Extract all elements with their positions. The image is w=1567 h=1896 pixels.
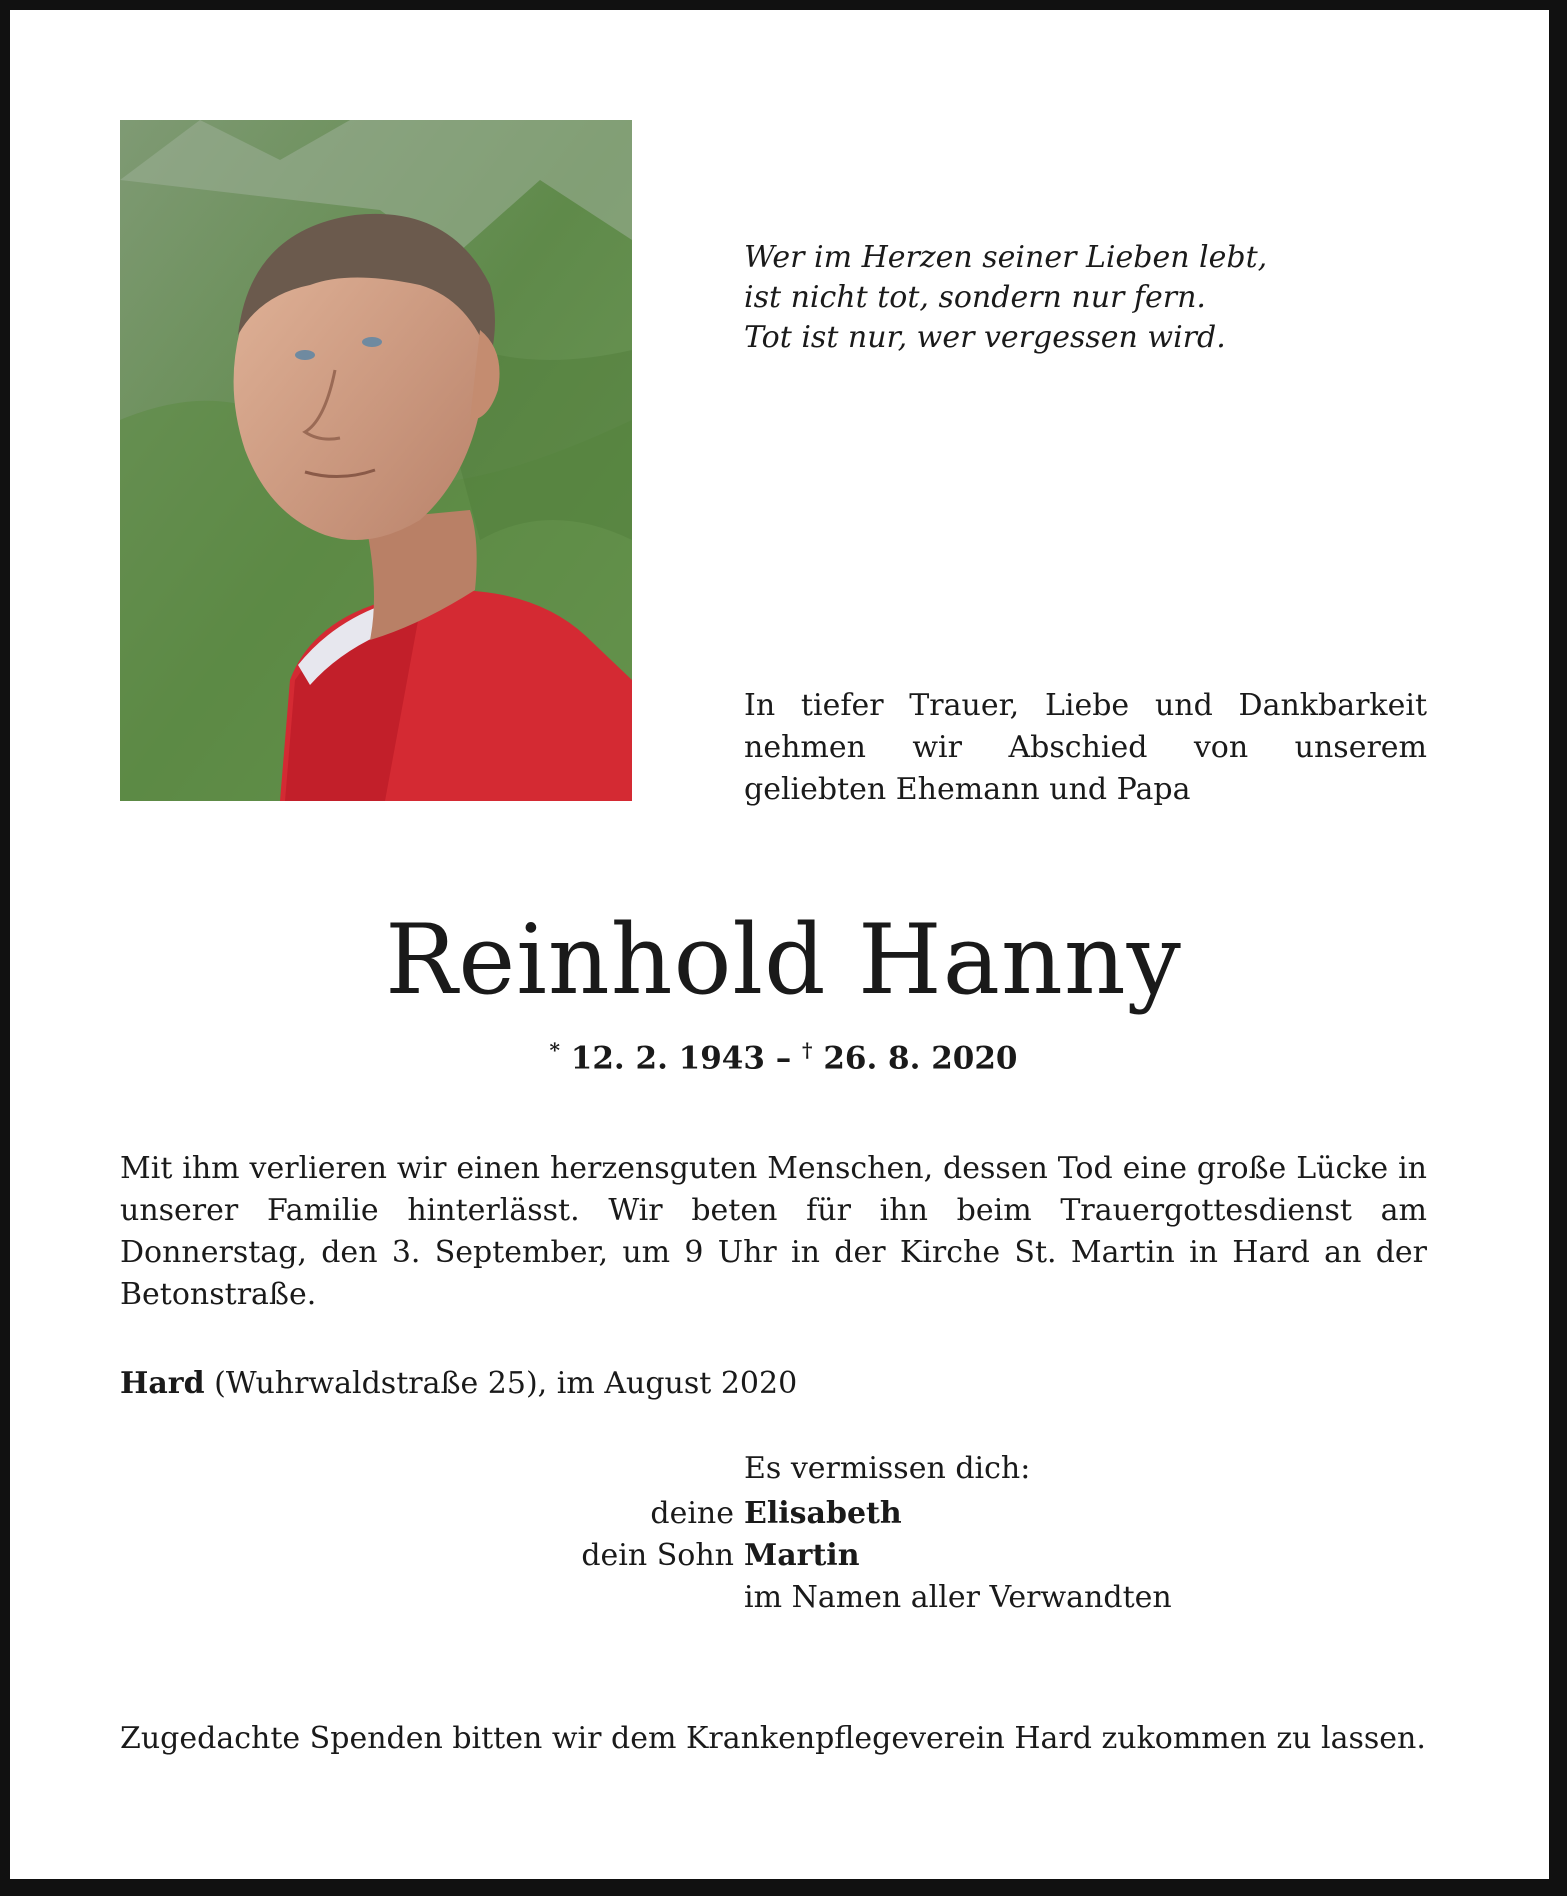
mourners-list: [300, 1493, 1500, 1619]
mourners-heading: Es vermissen dich:: [744, 1451, 1031, 1486]
life-dates: [0, 1038, 1567, 1076]
mourner-name: im Namen aller Verwandten: [744, 1580, 1172, 1615]
mourner-row: [300, 1493, 1500, 1535]
quote-line: Wer im Herzen seiner Lieben lebt,: [744, 240, 1268, 275]
mourner-row: [300, 1577, 1500, 1619]
mourning-intro: In tiefer Trauer, Liebe und Dankbarkeit nehmen wir Abschied von unserem geliebten Ehemann und Papa: [744, 688, 1427, 807]
quote-line: ist nicht tot, sondern nur fern.: [744, 280, 1206, 315]
donation-note: Zugedachte Spenden bitten wir dem Krankenpflegeverein Hard zukommen zu lassen.: [120, 1721, 1426, 1756]
mourner-relation: [300, 1577, 744, 1619]
place-detail: (Wuhrwaldstraße 25), im August 2020: [214, 1366, 798, 1401]
deceased-name: Reinhold Hanny: [385, 904, 1182, 1016]
mourner-relation: deine: [650, 1496, 734, 1531]
place-date-line: [120, 1363, 1427, 1405]
epitaph-quote: [744, 238, 1464, 358]
mourner-name: Elisabeth: [744, 1496, 902, 1531]
birth-date: 12. 2. 1943: [570, 1040, 765, 1077]
service-announcement: Mit ihm verlieren wir einen herzensguten Menschen, dessen Tod eine große Lücke in unserer Familie hinterlässt. Wir beten für ihn beim Trauergottesdienst am Donnerstag, den 3. September, um 9 Uhr in der Kirche St. Martin in Hard an der Betonstraße.: [120, 1151, 1427, 1312]
date-separator: –: [775, 1040, 792, 1077]
mourner-row: [300, 1535, 1500, 1577]
place-city: Hard: [120, 1366, 205, 1401]
mourner-name: Martin: [744, 1538, 860, 1573]
birth-symbol: *: [549, 1038, 560, 1062]
quote-line: Tot ist nur, wer vergessen wird.: [744, 320, 1226, 355]
mourner-relation: dein Sohn: [581, 1538, 734, 1573]
death-date: 26. 8. 2020: [823, 1040, 1018, 1077]
portrait-photo: [120, 120, 632, 801]
death-symbol: †: [802, 1038, 813, 1062]
